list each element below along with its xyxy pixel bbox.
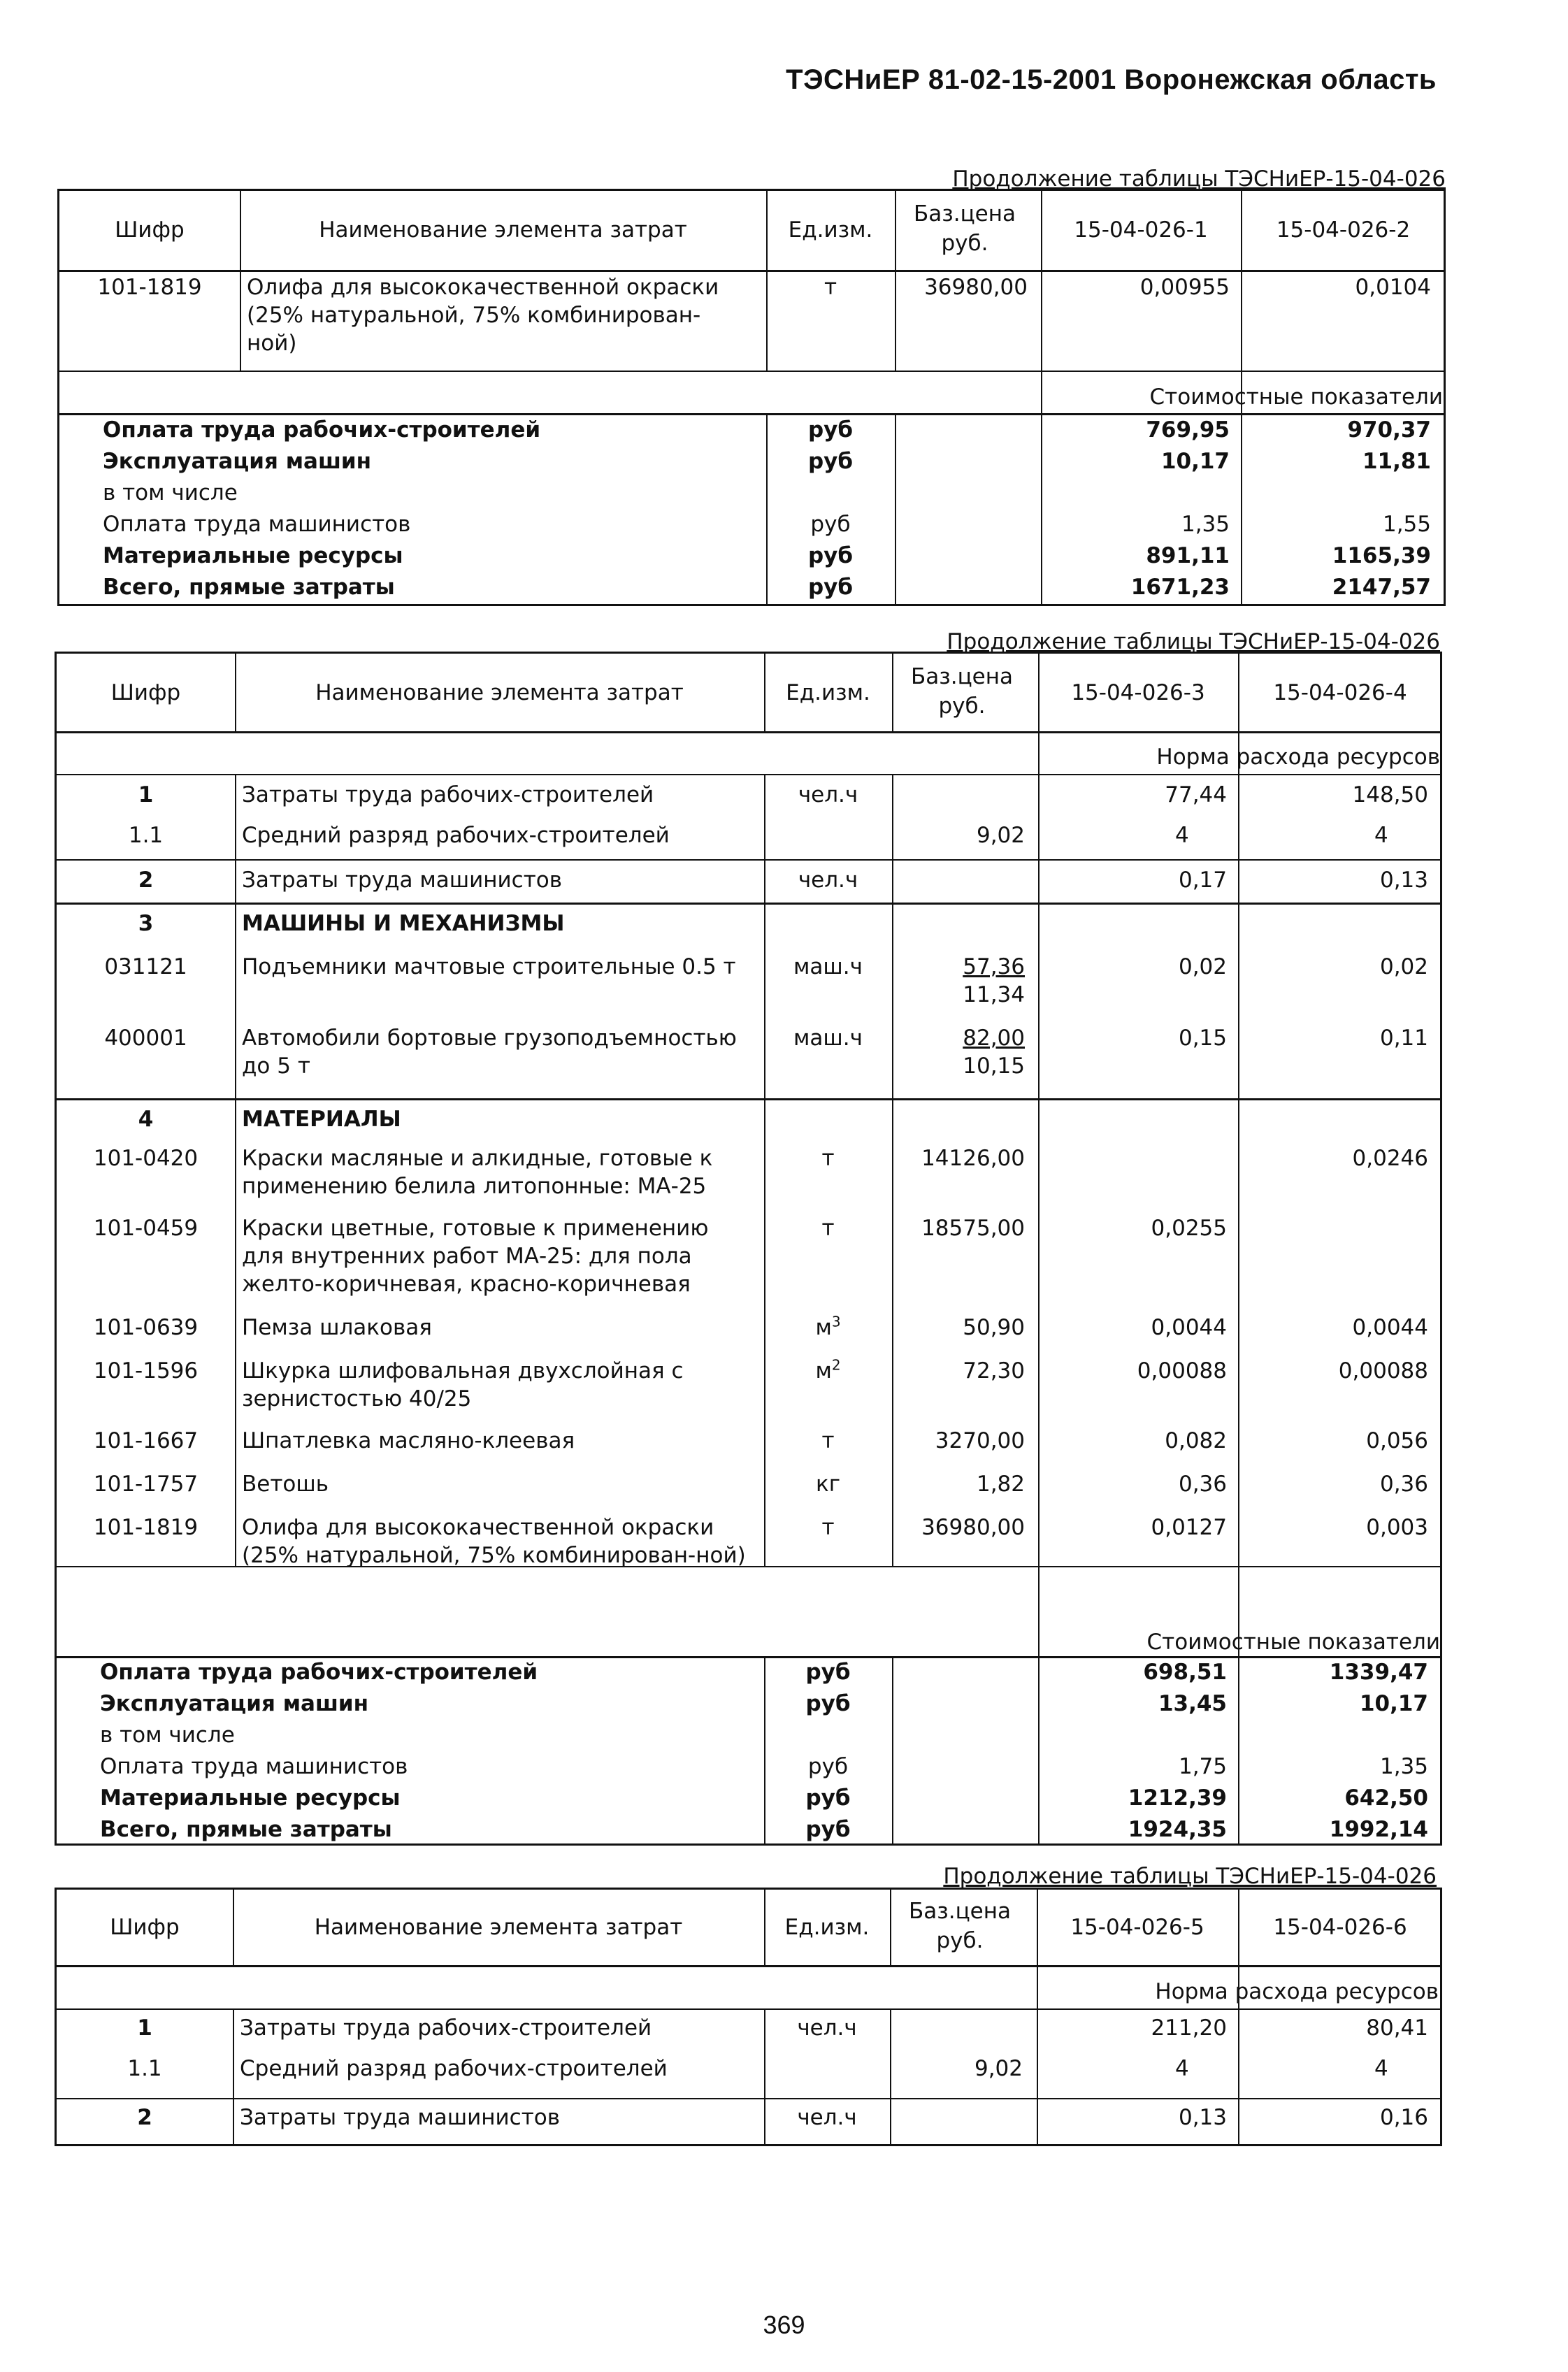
cost-unit: руб — [805, 1660, 851, 1685]
cost-label: в том числе — [103, 480, 238, 505]
cost-label: Оплата труда машинистов — [103, 512, 411, 537]
column-header-price: Баз.цена руб. — [908, 1899, 1012, 1953]
section-code: 4 — [138, 1107, 154, 1132]
section-title-materials: МАТЕРИАЛЫ — [242, 1107, 401, 1132]
cost-value-a: 891,11 — [1146, 543, 1230, 568]
cost-label: в том числе — [100, 1723, 235, 1748]
row-unit: чел.ч — [798, 782, 858, 807]
row-price-machinist: 11,34 — [963, 982, 1025, 1007]
table-3 — [55, 1888, 1442, 2146]
cost-value-b: 2147,57 — [1332, 575, 1431, 600]
cost-unit: руб — [805, 1785, 851, 1811]
cost-value-a: 1212,39 — [1128, 1785, 1227, 1811]
row-name: Затраты труда машинистов — [242, 868, 563, 893]
page-number: 369 — [763, 2310, 805, 2339]
section-code: 3 — [138, 911, 154, 936]
column-header-code: Шифр — [110, 680, 181, 705]
section-title-machines: МАШИНЫ И МЕХАНИЗМЫ — [242, 911, 565, 936]
row-code: 1 — [138, 782, 154, 807]
row-unit: маш.ч — [793, 1026, 863, 1051]
row-name: Олифа для высококачественной окраски (25% натуральной, 75% комбинирован-ной) — [247, 275, 719, 356]
row-value-a: 0,0255 — [1151, 1216, 1227, 1241]
row-value-a: 4 — [1175, 823, 1189, 848]
row-value-b: 0,16 — [1379, 2105, 1428, 2130]
row-value-b: 0,0104 — [1355, 275, 1431, 300]
section-cost-label: Стоимостные показатели — [1149, 384, 1443, 410]
row-name: Средний разряд рабочих-строителей — [240, 2056, 668, 2081]
row-value-b: 148,50 — [1352, 782, 1428, 807]
section-cost-label: Стоимостные показатели — [1146, 1630, 1440, 1655]
row-value-a: 4 — [1175, 2056, 1189, 2081]
cost-value-a: 1,75 — [1178, 1754, 1227, 1779]
row-code: 400001 — [104, 1026, 187, 1051]
column-header-unit: Ед.изм. — [788, 217, 873, 243]
row-unit: $м^2$ — [815, 1356, 841, 1383]
cost-value-b: 1992,14 — [1329, 1817, 1428, 1842]
row-name: Олифа для высококачественной окраски (25% натуральной, 75% комбинирован-ной) — [242, 1515, 746, 1568]
cost-unit: руб — [807, 575, 854, 600]
cost-value-b: 11,81 — [1362, 449, 1431, 474]
row-unit: чел.ч — [797, 2015, 857, 2041]
row-name: Шпатлевка масляно-клеевая — [242, 1428, 575, 1453]
row-value-b: 4 — [1374, 2056, 1388, 2081]
row-value-a: 0,17 — [1178, 868, 1227, 893]
row-price: 36980,00 — [924, 275, 1028, 300]
row-unit: кг — [815, 1472, 840, 1497]
row-value-b: 0,056 — [1366, 1428, 1428, 1453]
row-code: 101-0420 — [93, 1146, 199, 1171]
row-name: Краски цветные, готовые к применению для внутренних работ МА-25: для пола желто-коричневая, красно-коричневая — [242, 1216, 709, 1297]
column-header-b: 15-04-026-4 — [1273, 680, 1407, 705]
row-code: 101-1596 — [93, 1358, 199, 1383]
cost-unit: руб — [807, 543, 854, 568]
row-value-b: 80,41 — [1366, 2015, 1428, 2041]
unit-superscript: 3 — [831, 1313, 841, 1330]
row-price: 18575,00 — [921, 1216, 1025, 1241]
table-2 — [55, 652, 1442, 1846]
column-header-a: 15-04-026-1 — [1074, 217, 1208, 243]
row-unit: $м^3$ — [815, 1313, 841, 1340]
cost-value-b: 1,35 — [1379, 1754, 1428, 1779]
section-norm-label: Норма расхода ресурсов — [1155, 1979, 1439, 2004]
row-value-b: 0,02 — [1379, 954, 1428, 979]
row-value-b: 4 — [1374, 823, 1388, 848]
row-price-machinist: 10,15 — [963, 1054, 1025, 1079]
continuation-caption-1: Продолжение таблицы ТЭСНиЕР-15-04-026 — [952, 166, 1446, 192]
cost-value-b: 1339,47 — [1329, 1660, 1428, 1685]
row-name: Затраты труда рабочих-строителей — [240, 2015, 652, 2041]
row-name: Ветошь — [242, 1472, 329, 1497]
row-value-a: 0,02 — [1178, 954, 1227, 979]
row-price: 1,82 — [976, 1472, 1025, 1497]
cost-label: Материальные ресурсы — [100, 1785, 401, 1811]
row-value-b: 0,00088 — [1338, 1358, 1428, 1383]
row-name: Шкурка шлифовальная двухслойная с зернистостью 40/25 — [242, 1358, 684, 1411]
row-name: Затраты труда рабочих-строителей — [242, 782, 654, 807]
column-header-name: Наименование элемента затрат — [314, 1915, 683, 1940]
row-code: 2 — [138, 868, 154, 893]
row-value-b: 0,0044 — [1352, 1315, 1428, 1340]
row-code: 2 — [137, 2105, 152, 2130]
row-value-a: 0,13 — [1178, 2105, 1227, 2130]
cost-label: Оплата труда машинистов — [100, 1754, 408, 1779]
row-code: 101-1667 — [93, 1428, 199, 1453]
column-header-price: Баз.цена руб. — [913, 201, 1016, 256]
row-name: Подъемники мачтовые строительные 0.5 т — [242, 954, 736, 979]
row-unit: т — [821, 1515, 835, 1540]
row-code: 1.1 — [127, 2056, 162, 2081]
row-code: 101-0459 — [93, 1216, 199, 1241]
row-unit: т — [823, 275, 837, 300]
continuation-caption-3: Продолжение таблицы ТЭСНиЕР-15-04-026 — [943, 1864, 1437, 1889]
row-code: 1 — [137, 2015, 152, 2041]
row-code: 101-1819 — [93, 1515, 199, 1540]
row-price: 36980,00 — [921, 1515, 1025, 1540]
cost-unit: руб — [807, 1754, 849, 1779]
row-code: 101-0639 — [93, 1315, 199, 1340]
cost-value-a: 769,95 — [1146, 417, 1230, 443]
column-header-name: Наименование элемента затрат — [319, 217, 687, 243]
row-name: Затраты труда машинистов — [240, 2105, 561, 2130]
row-value-a: 0,082 — [1165, 1428, 1227, 1453]
cost-value-b: 970,37 — [1347, 417, 1431, 443]
section-norm-label: Норма расхода ресурсов — [1156, 745, 1440, 770]
row-code: 101-1757 — [93, 1472, 199, 1497]
cost-value-a: 10,17 — [1160, 449, 1230, 474]
row-code: 031121 — [104, 954, 187, 979]
cost-label: Эксплуатация машин — [103, 449, 372, 474]
cost-label: Оплата труда рабочих-строителей — [103, 417, 541, 443]
column-header-name: Наименование элемента затрат — [315, 680, 684, 705]
cost-value-a: 1,35 — [1181, 512, 1230, 537]
cost-value-b: 1,55 — [1382, 512, 1431, 537]
row-price: 72,30 — [963, 1358, 1025, 1383]
row-price: 50,90 — [963, 1315, 1025, 1340]
row-value-a: 77,44 — [1165, 782, 1227, 807]
row-name: Пемза шлаковая — [242, 1315, 432, 1340]
column-header-b: 15-04-026-2 — [1276, 217, 1411, 243]
row-value-a: 0,00955 — [1139, 275, 1230, 300]
row-value-a: 0,0127 — [1151, 1515, 1227, 1540]
column-header-a: 15-04-026-5 — [1070, 1915, 1204, 1940]
row-price: 82,00 — [963, 1026, 1025, 1051]
cost-unit: руб — [807, 417, 854, 443]
cost-label: Оплата труда рабочих-строителей — [100, 1660, 538, 1685]
row-unit: т — [821, 1146, 835, 1171]
row-price: 57,36 — [963, 954, 1025, 979]
row-unit: т — [821, 1428, 835, 1453]
row-price: 9,02 — [976, 823, 1025, 848]
row-unit: маш.ч — [793, 954, 863, 979]
row-price: 14126,00 — [921, 1146, 1025, 1171]
column-header-unit: Ед.изм. — [786, 680, 870, 705]
cost-unit: руб — [810, 512, 851, 537]
cost-value-a: 698,51 — [1143, 1660, 1227, 1685]
row-code: 1.1 — [128, 823, 164, 848]
row-name: Краски масляные и алкидные, готовые к применению белила литопонные: МА-25 — [242, 1146, 713, 1199]
row-unit: чел.ч — [798, 868, 858, 893]
cost-value-b: 1165,39 — [1332, 543, 1431, 568]
column-header-b: 15-04-026-6 — [1273, 1915, 1407, 1940]
row-value-a: 211,20 — [1151, 2015, 1227, 2041]
row-code: 101-1819 — [97, 275, 202, 300]
column-header-code: Шифр — [115, 217, 185, 243]
cost-unit: руб — [805, 1691, 851, 1716]
row-value-b: 0,0246 — [1352, 1146, 1428, 1171]
row-name: Средний разряд рабочих-строителей — [242, 823, 670, 848]
row-name: Автомобили бортовые грузоподъемностью до 5 т — [242, 1026, 737, 1079]
cost-unit: руб — [807, 449, 854, 474]
cost-value-b: 642,50 — [1344, 1785, 1428, 1811]
row-unit: т — [821, 1216, 835, 1241]
row-value-b: 0,003 — [1366, 1515, 1428, 1540]
row-value-a: 0,00088 — [1137, 1358, 1227, 1383]
row-value-a: 0,36 — [1178, 1472, 1227, 1497]
column-header-unit: Ед.изм. — [784, 1915, 870, 1940]
row-value-a: 0,15 — [1178, 1026, 1227, 1051]
cost-value-b: 10,17 — [1359, 1691, 1428, 1716]
row-price: 9,02 — [974, 2056, 1023, 2081]
cost-value-a: 1671,23 — [1130, 575, 1230, 600]
column-header-price: Баз.цена руб. — [910, 664, 1014, 719]
cost-value-a: 1924,35 — [1128, 1817, 1227, 1842]
cost-value-a: 13,45 — [1158, 1691, 1227, 1716]
column-header-a: 15-04-026-3 — [1071, 680, 1205, 705]
continuation-caption-2: Продолжение таблицы ТЭСНиЕР-15-04-026 — [947, 629, 1440, 654]
unit-superscript: 2 — [831, 1356, 841, 1374]
row-unit: чел.ч — [797, 2105, 857, 2130]
cost-label: Всего, прямые затраты — [103, 575, 395, 600]
table-1 — [57, 189, 1446, 606]
cost-label: Эксплуатация машин — [100, 1691, 369, 1716]
column-header-code: Шифр — [110, 1915, 180, 1940]
row-value-b: 0,36 — [1379, 1472, 1428, 1497]
row-value-b: 0,11 — [1379, 1026, 1428, 1051]
row-value-b: 0,13 — [1379, 868, 1428, 893]
row-value-a: 0,0044 — [1151, 1315, 1227, 1340]
cost-label: Всего, прямые затраты — [100, 1817, 392, 1842]
cost-label: Материальные ресурсы — [103, 543, 403, 568]
page-header: ТЭСНиЕР 81-02-15-2001 Воронежская область — [786, 64, 1437, 95]
row-price: 3270,00 — [935, 1428, 1025, 1453]
cost-unit: руб — [805, 1817, 851, 1842]
